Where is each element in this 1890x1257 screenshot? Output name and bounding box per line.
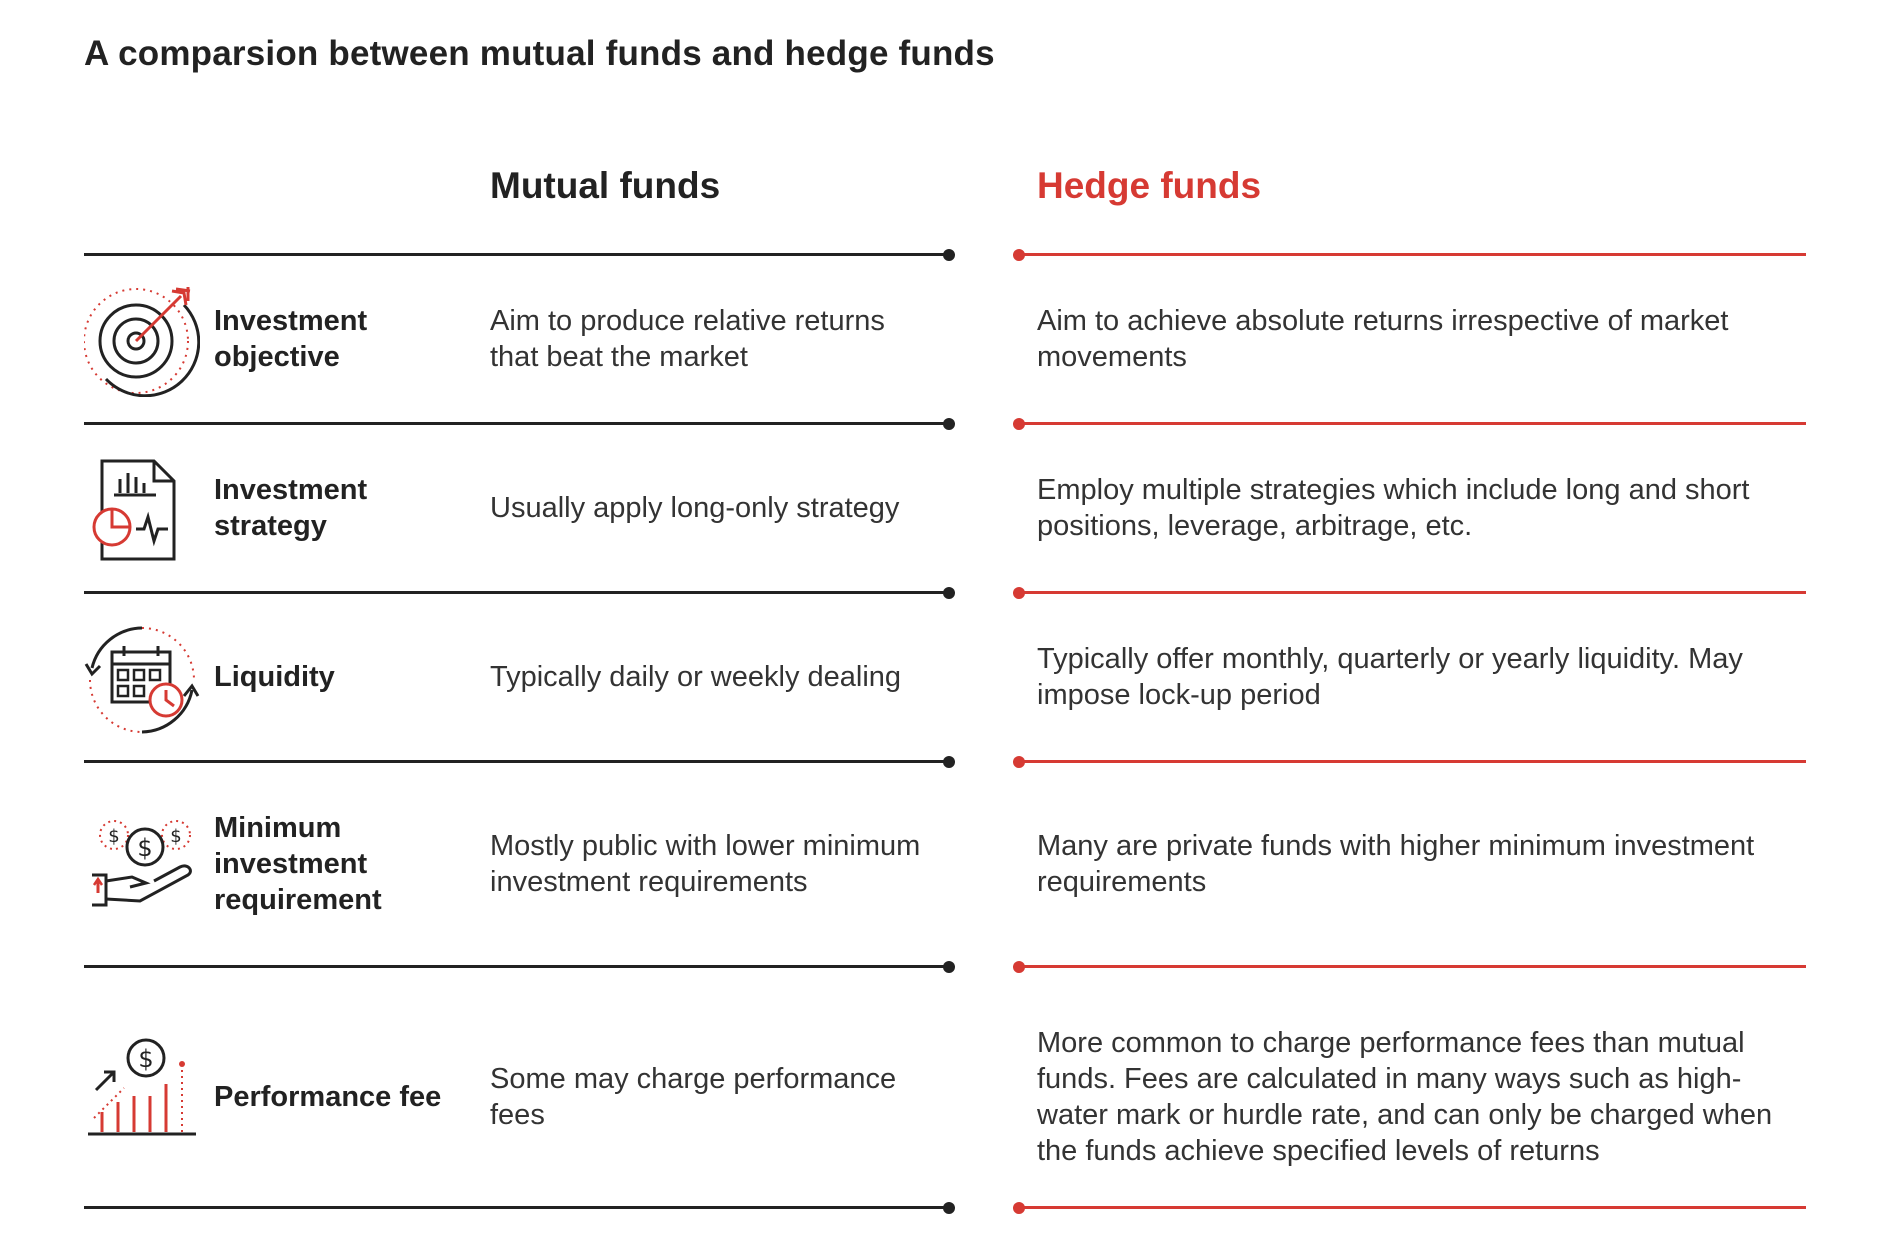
- row-label: Investment objective: [214, 305, 368, 373]
- hedge-funds-cell: Typically offer monthly, quarterly or yearly liquidity. May impose lock-up period: [1037, 643, 1743, 711]
- row-label: Performance fee: [214, 1081, 442, 1113]
- comparison-row-investment-objective: [0, 256, 1890, 422]
- row-label: Minimum investment requirement: [214, 812, 382, 916]
- calendar-clock-cycle-icon: [84, 624, 200, 740]
- hedge-funds-cell: Aim to achieve absolute returns irrespective of market movements: [1037, 305, 1729, 373]
- row-label: Liquidity: [214, 661, 335, 693]
- mutual-funds-cell: Typically daily or weekly dealing: [490, 661, 902, 693]
- svg-text:$: $: [170, 826, 182, 847]
- comparison-row-minimum-investment: [0, 763, 1890, 965]
- svg-text:$: $: [108, 826, 120, 847]
- mutual-funds-cell: Aim to produce relative returns that beat the market: [490, 305, 885, 373]
- mutual-funds-cell: Mostly public with lower minimum investment requirements: [490, 830, 921, 898]
- row-label: Investment strategy: [214, 474, 368, 542]
- strategy-document-chart-icon: [84, 455, 200, 571]
- target-arrow-icon: [84, 281, 200, 397]
- comparison-row-performance-fee: [0, 968, 1890, 1206]
- dollar-growth-bars-icon: [84, 1028, 200, 1144]
- svg-text:$: $: [137, 834, 153, 862]
- svg-text:$: $: [138, 1045, 154, 1073]
- comparison-row-liquidity: [0, 594, 1890, 760]
- mutual-funds-cell: Usually apply long-only strategy: [490, 492, 900, 524]
- hedge-funds-cell: Many are private funds with higher minimum investment requirements: [1037, 830, 1755, 898]
- mutual-funds-cell: Some may charge performance fees: [490, 1063, 897, 1131]
- hedge-funds-cell: Employ multiple strategies which include long and short positions, leverage, arbitrage, etc.: [1037, 474, 1750, 542]
- hand-coins-icon: [84, 805, 200, 921]
- hedge-funds-cell: More common to charge performance fees than mutual funds. Fees are calculated in many ways such as high-water mark or hurdle rate, and can only be charged when the funds achieve specified levels of returns: [1037, 1027, 1773, 1167]
- divider-hedge: [1019, 1206, 1806, 1209]
- comparison-row-investment-strategy: [0, 425, 1890, 591]
- page-title: A comparsion between mutual funds and hedge funds: [84, 34, 995, 73]
- column-header-hedge-funds: Hedge funds: [1037, 165, 1262, 206]
- column-header-mutual-funds: Mutual funds: [490, 165, 721, 206]
- divider-mutual: [84, 1206, 949, 1209]
